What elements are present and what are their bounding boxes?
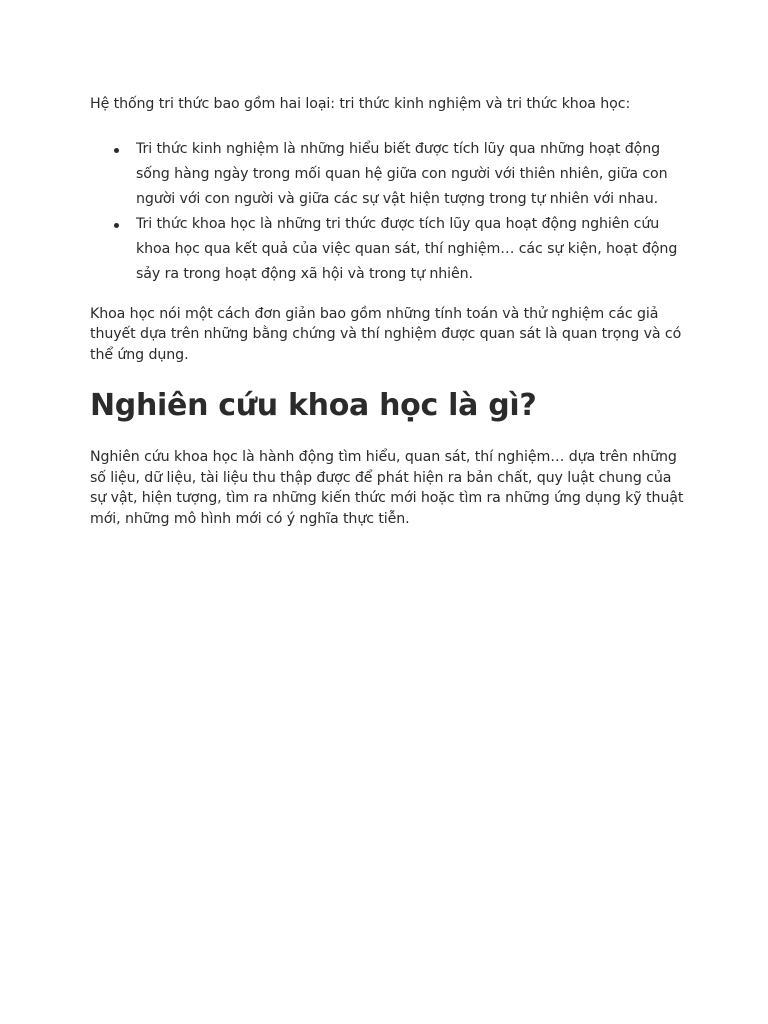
list-item-text: Tri thức khoa học là những tri thức được tích lũy qua hoạt động nghiên cứu khoa học qua kết quả của việc quan sát, thí nghiệm… các sự kiện, hoạt động sảy ra trong hoạt động xã hội và trong tự nhiên. (136, 215, 678, 282)
intro-paragraph: Hệ thống tri thức bao gồm hai loại: tri thức kinh nghiệm và tri thức khoa học: (90, 96, 631, 112)
science-definition-paragraph: Khoa học nói một cách đơn giản bao gồm những tính toán và thử nghiệm các giả thuyết dựa trên những bằng chứng và thí nghiệm được quan sát là quan trọng và có thể ứng dụng. (90, 305, 682, 363)
list-item-text: Tri thức kinh nghiệm là những hiểu biết được tích lũy qua những hoạt động sống hàng ngày trong mối quan hệ giữa con người với thiên nhiên, giữa con người với con người và giữa các sự vật hiện tượng trong tự nhiên với nhau. (136, 140, 668, 207)
document-page (90, 94, 684, 529)
bullet-icon (114, 148, 119, 153)
list-item (90, 137, 684, 212)
bullet-icon (114, 223, 119, 228)
knowledge-types-list (90, 137, 684, 287)
section-heading: Nghiên cứu khoa học là gì? (90, 388, 537, 423)
list-item (90, 212, 684, 287)
research-definition-paragraph: Nghiên cứu khoa học là hành động tìm hiểu, quan sát, thí nghiệm… dựa trên những số liệu, dữ liệu, tài liệu thu thập được để phát hiện ra bản chất, quy luật chung của sự vật, hiện tượng, tìm ra những kiến thức mới hoặc tìm ra những ứng dụng kỹ thuật mới, những mô hình mới có ý nghĩa thực tiễn. (90, 449, 684, 527)
